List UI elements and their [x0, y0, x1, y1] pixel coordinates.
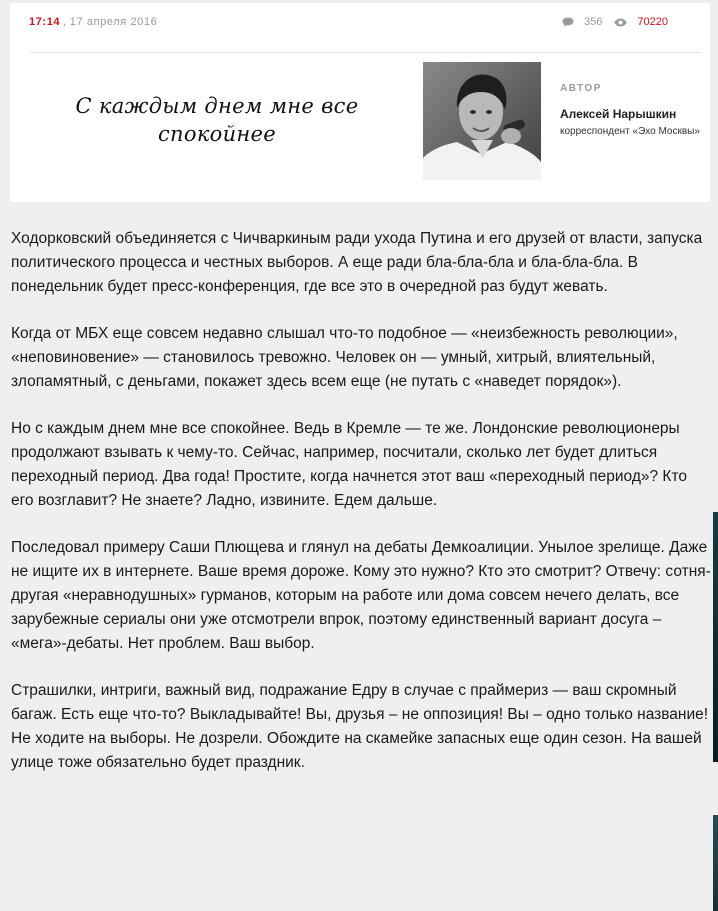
author-photo[interactable]	[423, 62, 541, 180]
publish-time: 17:14	[29, 16, 61, 28]
author-name[interactable]: Алексей Нарышкин	[560, 107, 677, 121]
article-body	[11, 227, 711, 798]
article-paragraph: Последовал примеру Саши Плющева и глянул на дебаты Демкоалиции. Унылое зрелище. Даже не ищите их в интернете. Ваше время дороже. Кому это нужно? Кто это смотрит? Отвечу: сотня-другая «неравнодушных» гурманов, которым на работе или дома совсем нечего делать, все зарубежные сериалы они уже отсмотрели впрок, поэтому единственный вариант досуга – «мега»-дебаты. Нет проблем. Ваш выбор.	[11, 539, 711, 652]
article-header-card	[10, 3, 710, 202]
comment-icon[interactable]	[562, 17, 574, 27]
article-paragraph: Но с каждым днем мне все спокойнее. Ведь в Кремле — те же. Лондонские революционеры продолжают взывать к чему-то. Сейчас, например, посчитали, сколько лет будет длиться переходный период. Два года! Простите, когда начнется этот ваш «переходный период»? Кто его возглавит? Не знаете? Ладно, извините. Едем дальше.	[11, 420, 688, 509]
author-role: корреспондент «Эхо Москвы»	[560, 126, 700, 137]
article-meta	[29, 16, 157, 28]
author-block	[560, 83, 700, 139]
article-paragraph: Когда от МБХ еще совсем недавно слышал что-то подобное — «неизбежность революции», «неповиновение» — становилось тревожно. Человек он — умный, хитрый, влиятельный, злопамятный, с деньгами, покажет здесь всем еще (не путать с «наведет порядок»).	[11, 325, 678, 390]
comments-count[interactable]: 356	[584, 16, 603, 28]
article-stats	[562, 16, 668, 28]
publish-date: 17 апреля 2016	[69, 16, 158, 28]
article-paragraph: Ходорковский объединяется с Чичваркиным ради ухода Путина и его друзей от власти, запуска политического процесса и честных выборов. А еще ради бла-бла-бла и бла-бла-бла. В понедельник будет пресс-конференция, где все это в очередной раз будут жевать.	[11, 230, 703, 295]
meta-separator: ,	[63, 16, 67, 28]
author-label: АВТОР	[560, 83, 602, 94]
side-banner-edge	[713, 512, 718, 762]
article-paragraph: Страшилки, интриги, важный вид, подражание Едру в случае с праймериз — ваш скромный багаж. Есть еще что-то? Выкладывайте! Вы, друзья – не оппозиция! Вы – одно только название! Не ходите на выборы. Не дозрели. Обождите на скамейке запасных еще один сезон. На вашей улице тоже обязательно будет праздник.	[11, 682, 709, 771]
article-title: С каждым днем мне все спокойнее	[75, 94, 359, 146]
side-banner-edge	[713, 815, 718, 911]
header-divider	[30, 52, 700, 53]
views-count: 70220	[637, 16, 668, 28]
author-photo-image	[423, 62, 541, 180]
eye-icon	[614, 18, 627, 27]
